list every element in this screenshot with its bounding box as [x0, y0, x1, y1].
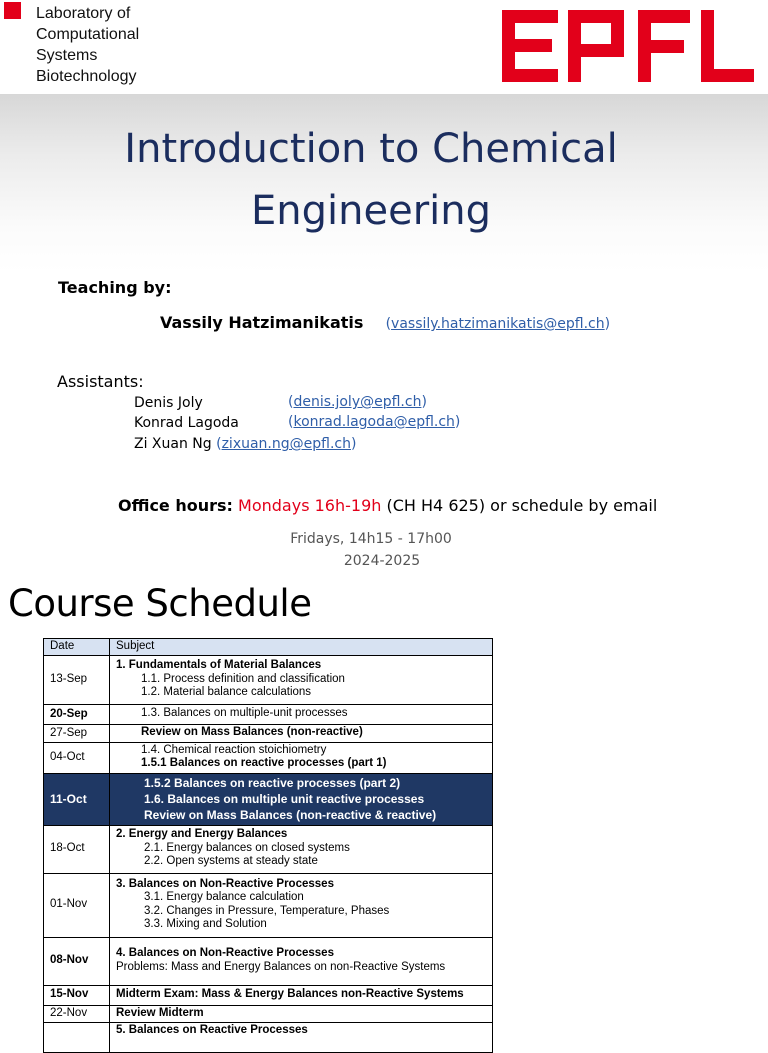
session-time: Fridays, 14h15 - 17h00	[290, 531, 452, 547]
academic-year: 2024-2025	[343, 553, 421, 569]
row-subject	[110, 742, 493, 773]
col-subject: Subject	[110, 639, 493, 656]
title-line: Engineering	[251, 188, 491, 234]
assistant-name: Zi Xuan Ng	[134, 436, 212, 452]
row-item: 2.2. Open systems at steady state	[144, 855, 318, 868]
assistant-name: Konrad Lagoda	[134, 415, 239, 431]
lab-name-line: Systems	[36, 47, 98, 64]
lab-name	[36, 3, 139, 87]
row-title: 2. Energy and Energy Balances	[116, 828, 288, 841]
row-date: 11-Oct	[44, 773, 110, 825]
row-subject	[110, 705, 493, 725]
row-subject	[110, 656, 493, 705]
table-row	[44, 705, 493, 725]
col-date: Date	[44, 639, 110, 656]
row-item: 1.6. Balances on multiple unit reactive processes	[144, 791, 425, 806]
schedule-table	[43, 638, 493, 1053]
row-item: 1.1. Process definition and classification	[141, 672, 345, 685]
assistant-email-link[interactable]: denis.joly@epfl.ch	[293, 394, 422, 410]
row-title: Review on Mass Balances (non-reactive)	[141, 726, 363, 738]
lab-name-line: Computational	[36, 26, 140, 43]
table-row	[44, 985, 493, 1005]
assistant-name: Denis Joly	[134, 395, 203, 411]
row-item: 1.3. Balances on multiple-unit processes	[141, 707, 348, 720]
row-date: 18-Oct	[44, 825, 110, 873]
row-item: Problems: Mass and Energy Balances on non-Reactive Systems	[116, 960, 446, 973]
row-title: 5. Balances on Reactive Processes	[110, 1023, 493, 1053]
row-title: 3. Balances on Non-Reactive Processes	[116, 877, 334, 890]
lab-name-line: Biotechnology	[36, 68, 137, 85]
office-hours-label: Office hours:	[118, 496, 233, 515]
page-title	[0, 118, 742, 242]
row-item: 1.5.1 Balances on reactive processes (part 1)	[141, 757, 387, 769]
row-subject	[110, 773, 493, 825]
row-title: 1. Fundamentals of Material Balances	[116, 659, 322, 672]
lab-name-line: Laboratory of	[36, 5, 131, 22]
row-item: 1.2. Material balance calculations	[141, 686, 312, 699]
row-date: 15-Nov	[44, 985, 110, 1005]
row-title: 4. Balances on Non-Reactive Processes	[116, 947, 334, 959]
row-date: 04-Oct	[44, 742, 110, 773]
instructor-email-link[interactable]: vassily.hatzimanikatis@epfl.ch	[391, 316, 605, 332]
table-row	[44, 825, 493, 873]
row-subject	[110, 725, 493, 743]
assistant-email: (konrad.lagoda@epfl.ch)	[288, 414, 461, 430]
table-row	[44, 873, 493, 937]
row-date: 20-Sep	[44, 705, 110, 725]
lab-logo-mark	[4, 2, 21, 19]
row-subject	[110, 825, 493, 873]
row-subject	[110, 873, 493, 937]
row-item: 3.2. Changes in Pressure, Temperature, Phases	[144, 904, 390, 917]
row-item: 1.5.2 Balances on reactive processes (part 2)	[144, 775, 401, 790]
row-date	[44, 1023, 110, 1053]
instructor-name: Vassily Hatzimanikatis	[160, 313, 364, 332]
row-item: 1.4. Chemical reaction stoichiometry	[141, 743, 327, 756]
row-date: 01-Nov	[44, 873, 110, 937]
row-item: 3.3. Mixing and Solution	[144, 918, 267, 930]
row-date: 27-Sep	[44, 725, 110, 743]
table-row	[44, 725, 493, 743]
instructor: Vassily Hatzimanikatis (vassily.hatzimanikatis@epfl.ch)	[160, 313, 611, 332]
row-item: 3.1. Energy balance calculation	[144, 891, 304, 903]
title-line: Introduction to Chemical	[124, 126, 618, 172]
epfl-logo	[502, 10, 754, 82]
table-row	[44, 1005, 493, 1023]
assistant-row: Zi Xuan Ng (zixuan.ng@epfl.ch)	[134, 436, 357, 452]
row-date: 08-Nov	[44, 937, 110, 985]
office-hours	[118, 496, 657, 515]
table-header-row	[44, 639, 493, 656]
assistant-email: (denis.joly@epfl.ch)	[288, 394, 427, 410]
row-date: 22-Nov	[44, 1005, 110, 1023]
office-hours-rest: (CH H4 625) or schedule by email	[386, 496, 658, 515]
row-title: Review Midterm	[110, 1005, 493, 1023]
row-title: Midterm Exam: Mass & Energy Balances non-Reactive Systems	[110, 985, 493, 1005]
row-subject	[110, 937, 493, 985]
office-hours-time: Mondays 16h-19h	[238, 496, 382, 515]
table-row	[44, 1023, 493, 1053]
table-row	[44, 937, 493, 985]
row-item: 2.1. Energy balances on closed systems	[144, 841, 350, 854]
schedule-heading: Course Schedule	[8, 582, 312, 625]
table-row	[44, 656, 493, 705]
assistant-email-link[interactable]: zixuan.ng@epfl.ch	[221, 436, 351, 452]
teaching-label: Teaching by:	[58, 278, 172, 297]
table-row-highlighted	[44, 773, 493, 825]
table-row	[44, 742, 493, 773]
assistants-label: Assistants:	[57, 372, 144, 391]
row-item: Review on Mass Balances (non-reactive & reactive)	[144, 807, 437, 822]
row-date: 13-Sep	[44, 656, 110, 705]
assistant-email-link[interactable]: konrad.lagoda@epfl.ch	[293, 414, 455, 430]
